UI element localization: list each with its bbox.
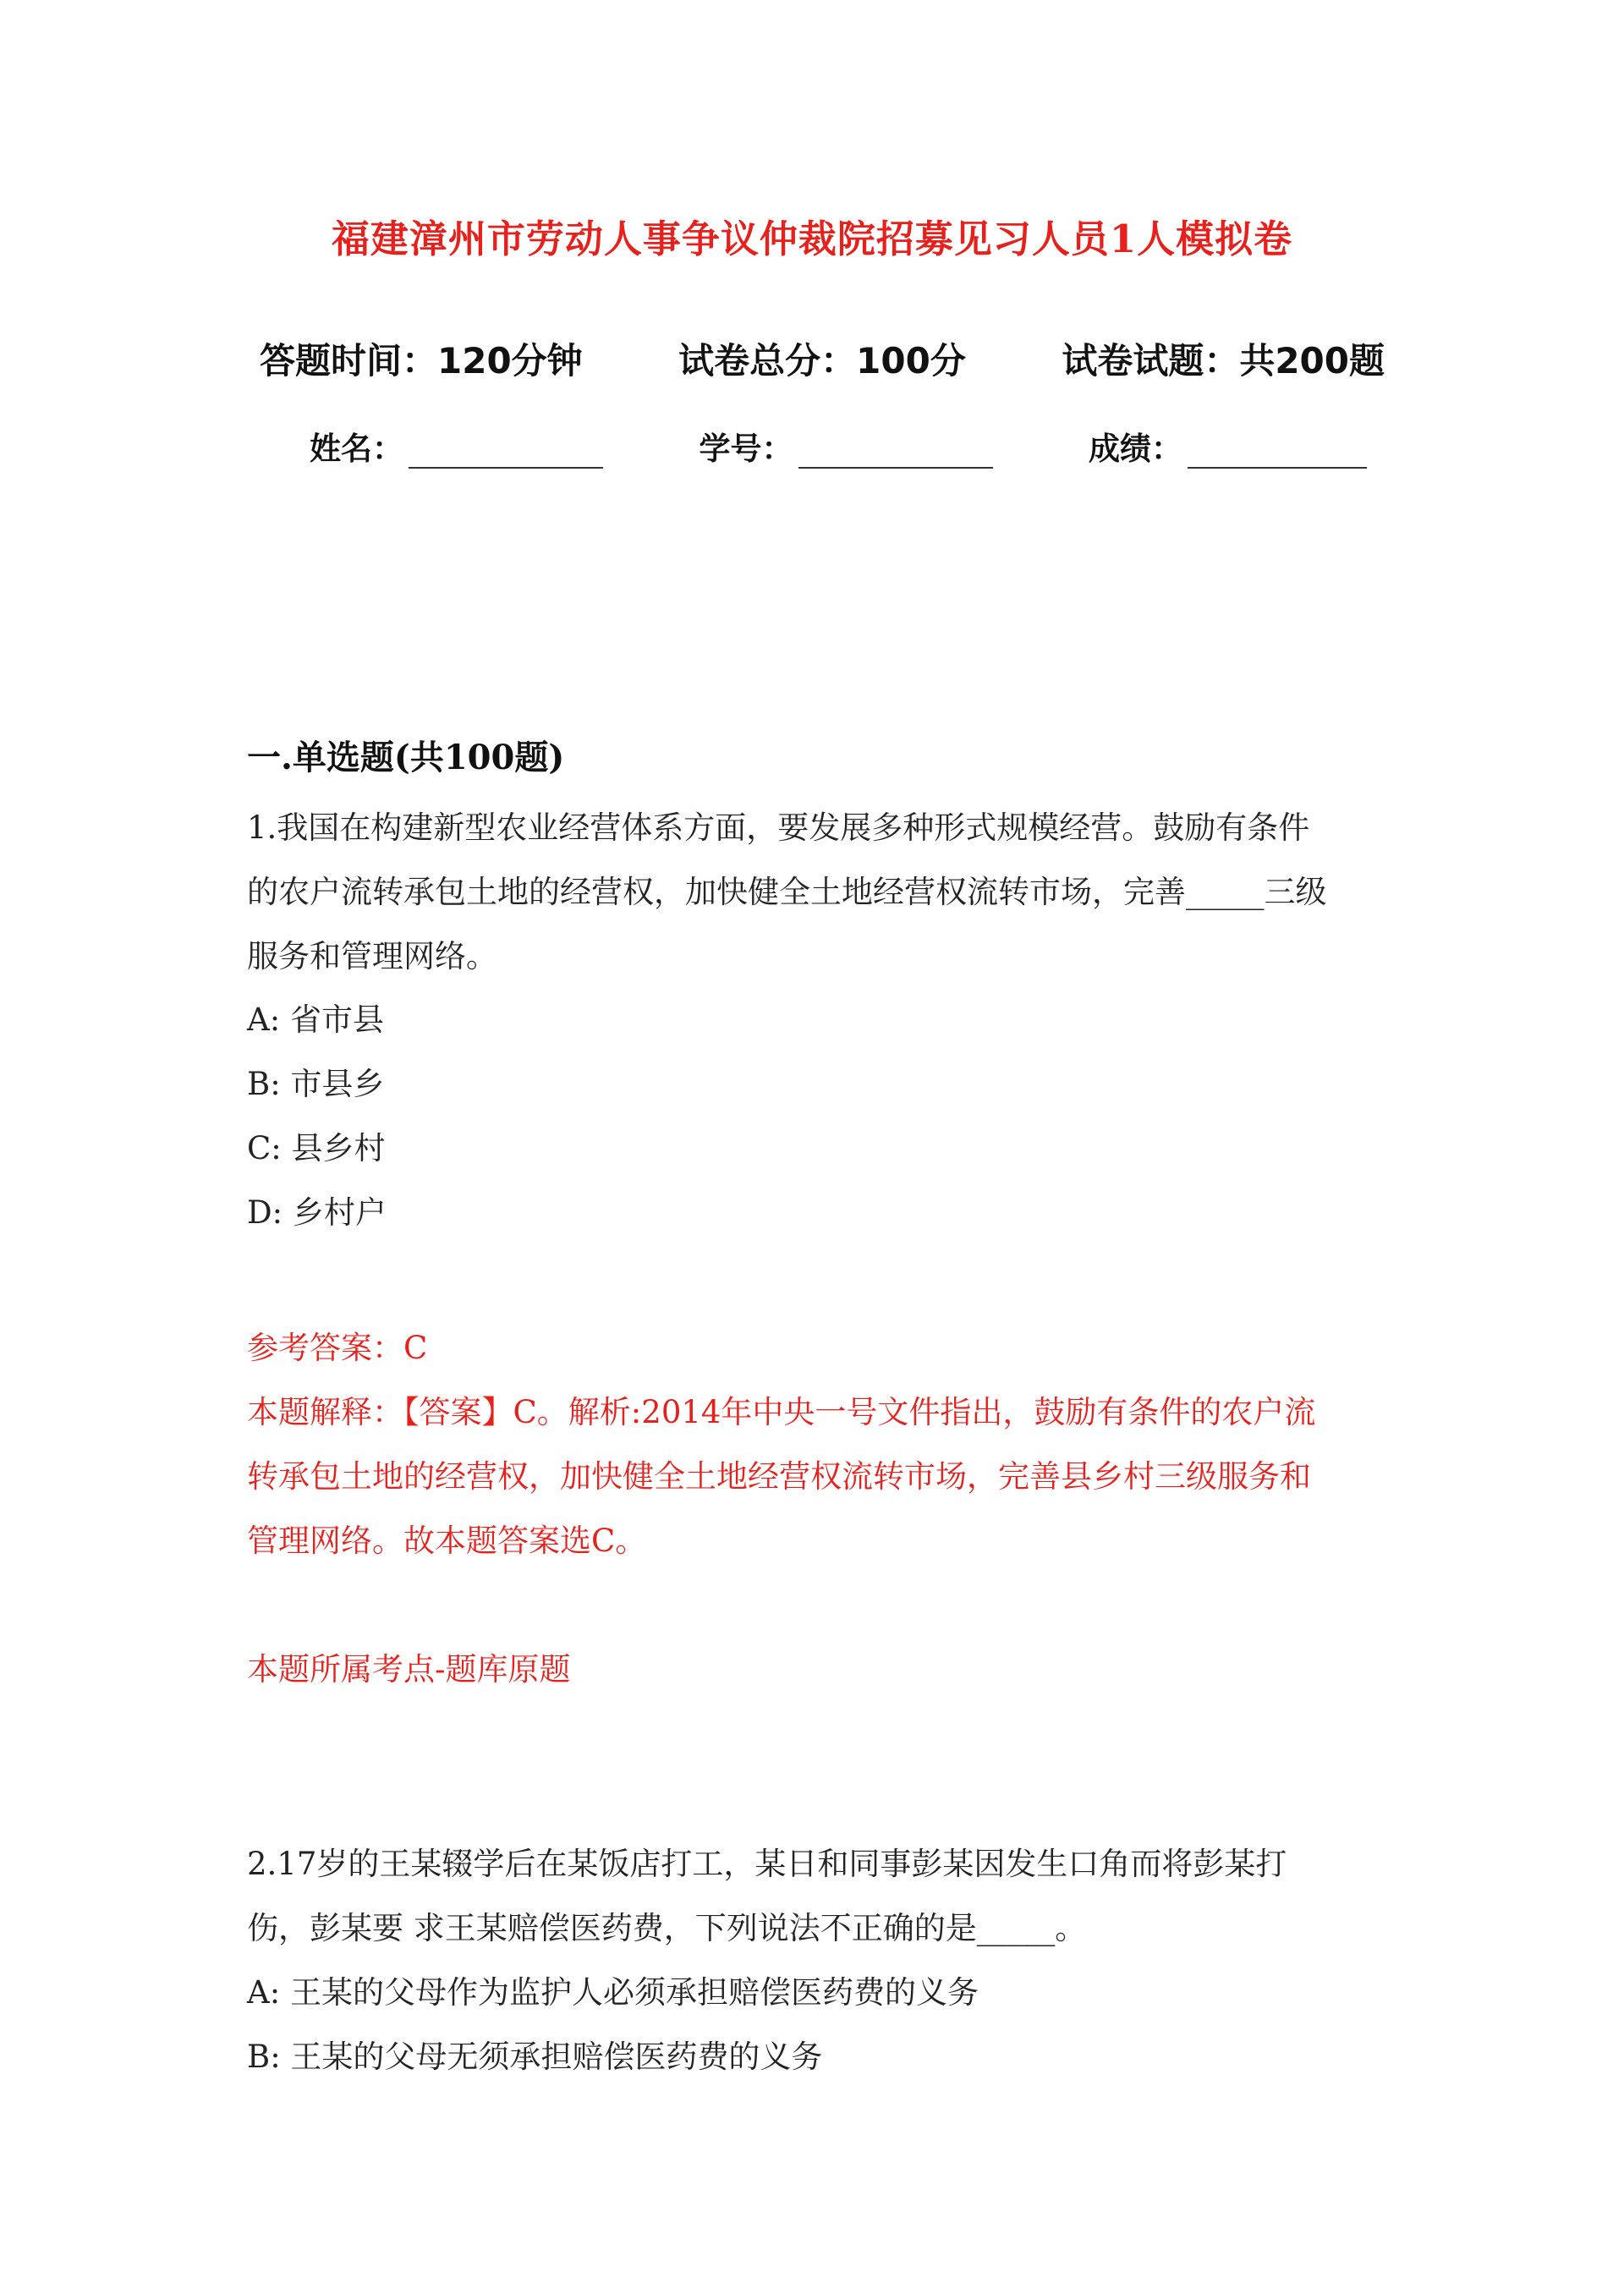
name-field	[310, 423, 603, 469]
reference-answer: 参考答案：C	[247, 1330, 428, 1366]
question-line: 2.17岁的王某辍学后在某饭店打工，某日和同事彭某因发生口角而将彭某打	[247, 1846, 1287, 1882]
name-blank-line[interactable]	[409, 431, 603, 469]
question-line: 伤，彭某要 求王某赔偿医药费，下列说法不正确的是_____。	[247, 1910, 1087, 1946]
question-2-stem	[247, 1832, 1389, 1961]
question-1-options	[247, 988, 1389, 1245]
student-fields	[310, 423, 1367, 469]
exam-question-count: 试卷试题：共200题	[1062, 340, 1385, 381]
option-c: C: 县乡村	[247, 1130, 386, 1166]
explanation-line: 管理网络。故本题答案选C。	[247, 1523, 647, 1559]
question-line: 1.我国在构建新型农业经营体系方面，要发展多种形式规模经营。鼓励有条件	[247, 809, 1310, 846]
question-1-answer	[247, 1316, 1389, 1380]
explanation-line: 本题解释：【答案】C。解析:2014年中央一号文件指出，鼓励有条件的农户流	[247, 1394, 1316, 1430]
question-1-knowledge-point	[247, 1638, 1389, 1702]
score-label: 成绩：	[1089, 431, 1182, 467]
option-b: B: 市县乡	[247, 1066, 385, 1102]
exam-time: 答题时间：120分钟	[260, 340, 583, 381]
question-1-stem	[247, 796, 1389, 989]
question-2-options	[247, 1961, 1389, 2089]
exam-meta	[260, 333, 1385, 384]
question-1-explanation	[247, 1380, 1389, 1573]
explanation-line: 转承包土地的经营权，加快健全土地经营权流转市场，完善县乡村三级服务和	[247, 1458, 1311, 1495]
name-label: 姓名：	[310, 431, 403, 467]
exam-total-score: 试卷总分：100分	[678, 340, 966, 381]
student-id-blank-line[interactable]	[798, 431, 993, 469]
score-field	[1089, 423, 1367, 469]
question-line: 服务和管理网络。	[247, 938, 497, 974]
option-d: D: 乡村户	[247, 1194, 387, 1231]
question-line: 的农户流转承包土地的经营权，加快健全土地经营权流转市场，完善_____三级	[247, 874, 1327, 910]
option-a: A: 王某的父母作为监护人必须承担赔偿医药费的义务	[247, 1974, 979, 2011]
student-id-label: 学号：	[699, 431, 793, 467]
option-a: A: 省市县	[247, 1002, 384, 1038]
knowledge-point: 本题所属考点-题库原题	[247, 1651, 571, 1688]
section-heading: 一.单选题(共100题)	[247, 738, 565, 777]
score-blank-line[interactable]	[1188, 431, 1367, 469]
option-b: B: 王某的父母无须承担赔偿医药费的义务	[247, 2039, 823, 2075]
student-id-field	[700, 423, 993, 469]
exam-title: 福建漳州市劳动人事争议仲裁院招募见习人员1人模拟卷	[331, 217, 1293, 261]
